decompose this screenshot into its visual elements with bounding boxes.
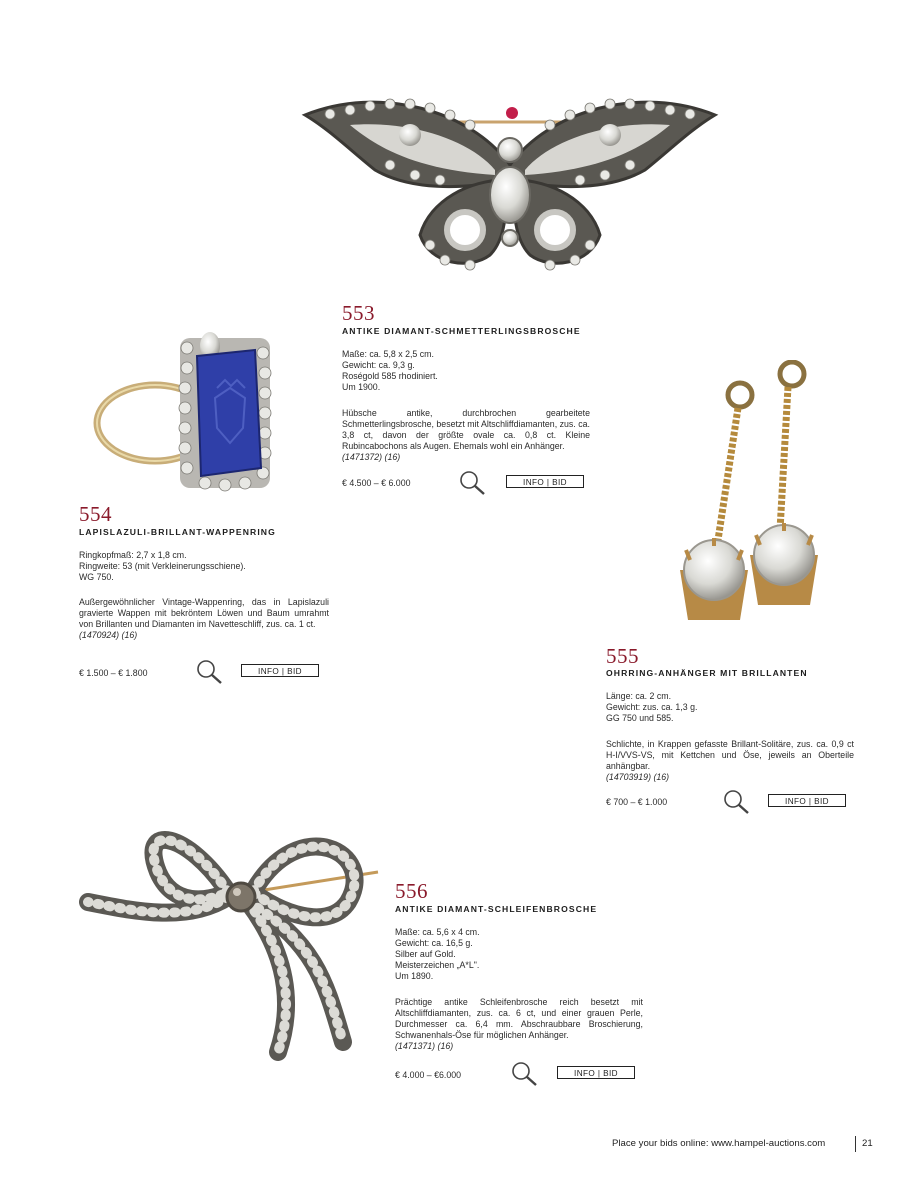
spec-line: Meisterzeichen „A*L". (395, 960, 480, 970)
magnifier-icon[interactable] (722, 789, 752, 815)
lapis-ring-image[interactable] (85, 328, 285, 498)
spec-line: Gewicht: ca. 9,3 g. (342, 360, 415, 370)
lot-price-553: € 4.500 – € 6.000 (342, 478, 411, 488)
spec-line: Gewicht: zus. ca. 1,3 g. (606, 702, 698, 712)
lot-title-556: ANTIKE DIAMANT-SCHLEIFENBROSCHE (395, 904, 598, 914)
info-bid-button-556[interactable]: INFO | BID (557, 1066, 635, 1079)
lot-ref-555: (14703919) (16) (606, 772, 670, 782)
spec-line: Maße: ca. 5,8 x 2,5 cm. (342, 349, 434, 359)
lot-price-556: € 4.000 – €6.000 (395, 1070, 462, 1080)
earring-pendants-image[interactable] (640, 360, 845, 640)
lot-description-556: Prächtige antike Schleifenbrosche reich besetzt mit Altschliffdiamanten, zus. ca. 6 ct, und einer grauen Perle, Durchmesser ca. 6,4 mm. Abschraubbare Broschierung, Schwanenhals-Öse für möglichen Anhänger. (1471371) (16) (395, 997, 643, 1051)
lot-specs-554 (79, 550, 329, 583)
lot-number-556: 556 (395, 879, 428, 903)
spec-line: Länge: ca. 2 cm. (606, 691, 672, 701)
lot-price-555: € 700 – € 1.000 (606, 797, 668, 807)
lot-title-554: LAPISLAZULI-BRILLANT-WAPPENRING (79, 527, 276, 537)
info-bid-button-555[interactable]: INFO | BID (768, 794, 846, 807)
lot-description-554: Außergewöhnlicher Vintage-Wappenring, das in Lapislazuli gravierte Wappen mit bekröntem Löwen und Baum umrahmt von Brillanten und Diamanten im Navetteschliff, zus. ca. 1 ct. (1470924) (16) (79, 597, 329, 640)
lot-price-554: € 1.500 – € 1.800 (79, 668, 148, 678)
butterfly-brooch-image[interactable] (290, 70, 730, 290)
bow-brooch-image[interactable] (78, 792, 388, 1072)
page-number: 21 (862, 1138, 873, 1149)
lot-specs-555 (606, 691, 856, 724)
lot-specs-553 (342, 349, 592, 393)
lot-ref-554: (1470924) (16) (79, 630, 138, 640)
spec-line: WG 750. (79, 572, 114, 582)
spec-line: Ringkopfmaß: 2,7 x 1,8 cm. (79, 550, 187, 560)
spec-line: Maße: ca. 5,6 x 4 cm. (395, 927, 480, 937)
magnifier-icon[interactable] (195, 659, 225, 685)
spec-line: Ringweite: 53 (mit Verkleinerungsschiene). (79, 561, 246, 571)
lot-number-554: 554 (79, 502, 112, 526)
lot-description-555: Schlichte, in Krappen gefasste Brillant-Solitäre, zus. ca. 0,9 ct H-I/VVS-VS, mit Kettchen und Öse, jeweils an Oberteile anhängbar. (14703919) (16) (606, 739, 854, 782)
lot-specs-556 (395, 927, 645, 982)
lot-title-555: OHRRING-ANHÄNGER MIT BRILLANTEN (606, 668, 808, 678)
lot-number-553: 553 (342, 301, 375, 325)
info-bid-button-553[interactable]: INFO | BID (506, 475, 584, 488)
magnifier-icon[interactable] (458, 470, 488, 496)
spec-line: Roségold 585 rhodiniert. (342, 371, 438, 381)
spec-line: Silber auf Gold. (395, 949, 456, 959)
lot-ref-556: (1471371) (16) (395, 1041, 454, 1051)
lot-number-555: 555 (606, 644, 639, 668)
info-bid-button-554[interactable]: INFO | BID (241, 664, 319, 677)
spec-line: GG 750 und 585. (606, 713, 674, 723)
lot-description-553: Hübsche antike, durchbrochen gearbeitete Schmetterlingsbrosche, besetzt mit Altschliffdiamanten, zus. ca. 3,8 ct, davon der größte ovale ca. 0,8 ct. Kleine Rubincabochons als Augen. Ehemals wohl ein Anhänger. (1471372) (16) (342, 408, 590, 462)
magnifier-icon[interactable] (510, 1061, 540, 1087)
footer-divider (855, 1136, 856, 1152)
lot-ref-553: (1471372) (16) (342, 452, 401, 462)
spec-line: Um 1890. (395, 971, 434, 981)
spec-line: Um 1900. (342, 382, 381, 392)
footer-bid-online[interactable]: Place your bids online: www.hampel-auctions.com (612, 1138, 826, 1149)
lot-title-553: ANTIKE DIAMANT-SCHMETTERLINGSBROSCHE (342, 326, 581, 336)
spec-line: Gewicht: ca. 16,5 g. (395, 938, 473, 948)
